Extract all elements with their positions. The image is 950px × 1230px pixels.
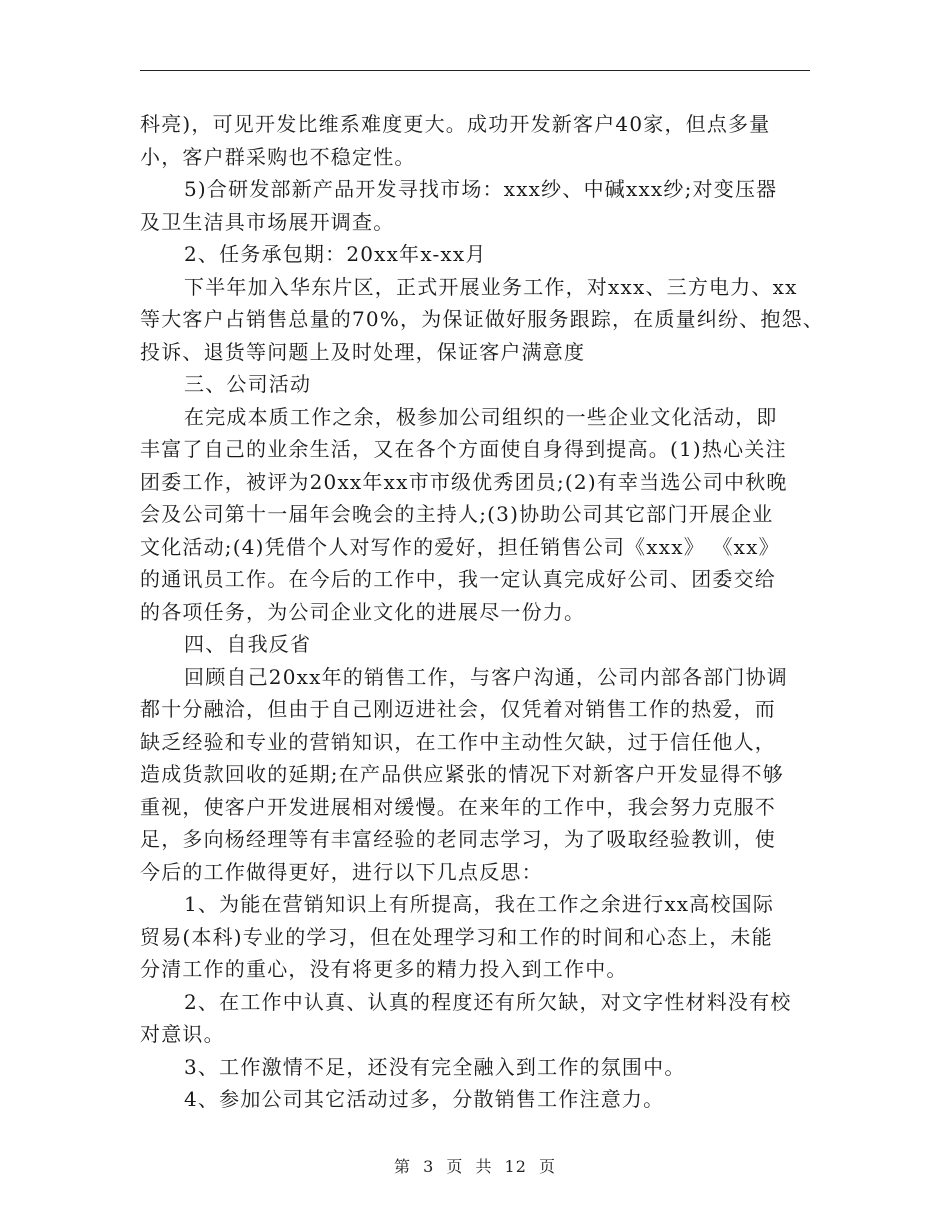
text-line: 1、为能在营销知识上有所提高，我在工作之余进行xx高校国际: [184, 892, 775, 916]
text-line: 重视，使客户开发进展相对缓慢。在来年的工作中，我会努力克服不: [140, 794, 776, 819]
text-line: 分清工作的重心，没有将更多的精力投入到工作中。: [140, 957, 628, 981]
text-line: 2、在工作中认真、认真的程度还有所欠缺，对文字性材料没有校: [184, 989, 792, 1014]
text-line: 3、工作激情不足，还没有完全融入到工作的氛围中。: [184, 1054, 686, 1079]
text-line: 对意识。: [140, 1022, 225, 1046]
text-line: 2、任务承包期：20xx年x-xx月: [184, 242, 487, 266]
text-line: 科亮)，可见开发比维系难度更大。成功开发新客户40家，但点多量: [140, 112, 771, 136]
document-body: [140, 108, 830, 1116]
text-line: 4、参加公司其它活动过多，分散销售工作注意力。: [184, 1087, 665, 1111]
text-line: 及卫生洁具市场展开调查。: [140, 209, 395, 234]
text-line: 等大客户占销售总量的70%，为保证做好服务跟踪，在质量纠纷、抱怨、: [140, 307, 825, 331]
text-line: 四、自我反省: [184, 632, 312, 656]
text-line: 缺乏经验和专业的营销知识，在工作中主动性欠缺，过于信任他人，: [140, 729, 776, 754]
text-line: 投诉、退货等问题上及时处理，保证客户满意度: [140, 339, 586, 364]
text-line: 5)合研发部新产品开发寻找市场：xxx纱、中碱xxx纱;对变压器: [184, 177, 778, 201]
page-number: 第 3 页 共 12 页: [394, 1157, 556, 1176]
text-line: 足，多向杨经理等有丰富经验的老同志学习，为了吸取经验教训，使: [140, 827, 776, 851]
text-line: 贸易(本科)专业的学习，但在处理学习和工作的时间和心态上，未能: [140, 924, 773, 949]
text-line: 三、公司活动: [184, 372, 312, 396]
text-line: 下半年加入华东片区，正式开展业务工作，对xxx、三方电力、xx: [184, 274, 798, 299]
text-line: 造成货款回收的延期;在产品供应紧张的情况下对新客户开发显得不够: [140, 762, 784, 786]
text-line: 丰富了自己的业余生活，又在各个方面使自身得到提高。(1)热心关注: [140, 437, 787, 461]
text-line: 小，客户群采购也不稳定性。: [140, 144, 416, 169]
text-line: 的通讯员工作。在今后的工作中，我一定认真完成好公司、团委交给: [140, 567, 776, 591]
text-line: 今后的工作做得更好，进行以下几点反思：: [140, 859, 543, 884]
text-line: 文化活动;(4)凭借个人对写作的爱好，担任销售公司《xxx》 《xx》: [140, 534, 780, 559]
text-line: 的各项任务，为公司企业文化的进展尽一份力。: [140, 599, 586, 624]
header-rule: [140, 70, 810, 71]
text-line: 会及公司第十一届年会晚会的主持人;(3)协助公司其它部门开展企业: [140, 502, 774, 526]
text-line: 都十分融洽，但由于自己刚迈进社会，仅凭着对销售工作的热爱，而: [140, 697, 776, 721]
text-line: 团委工作，被评为20xx年xx市市级优秀团员;(2)有幸当选公司中秋晚: [140, 469, 788, 494]
text-line: 在完成本质工作之余，极参加公司组织的一些企业文化活动，即: [184, 404, 778, 429]
text-line: 回顾自己20xx年的销售工作，与客户沟通，公司内部各部门协调: [184, 664, 789, 689]
